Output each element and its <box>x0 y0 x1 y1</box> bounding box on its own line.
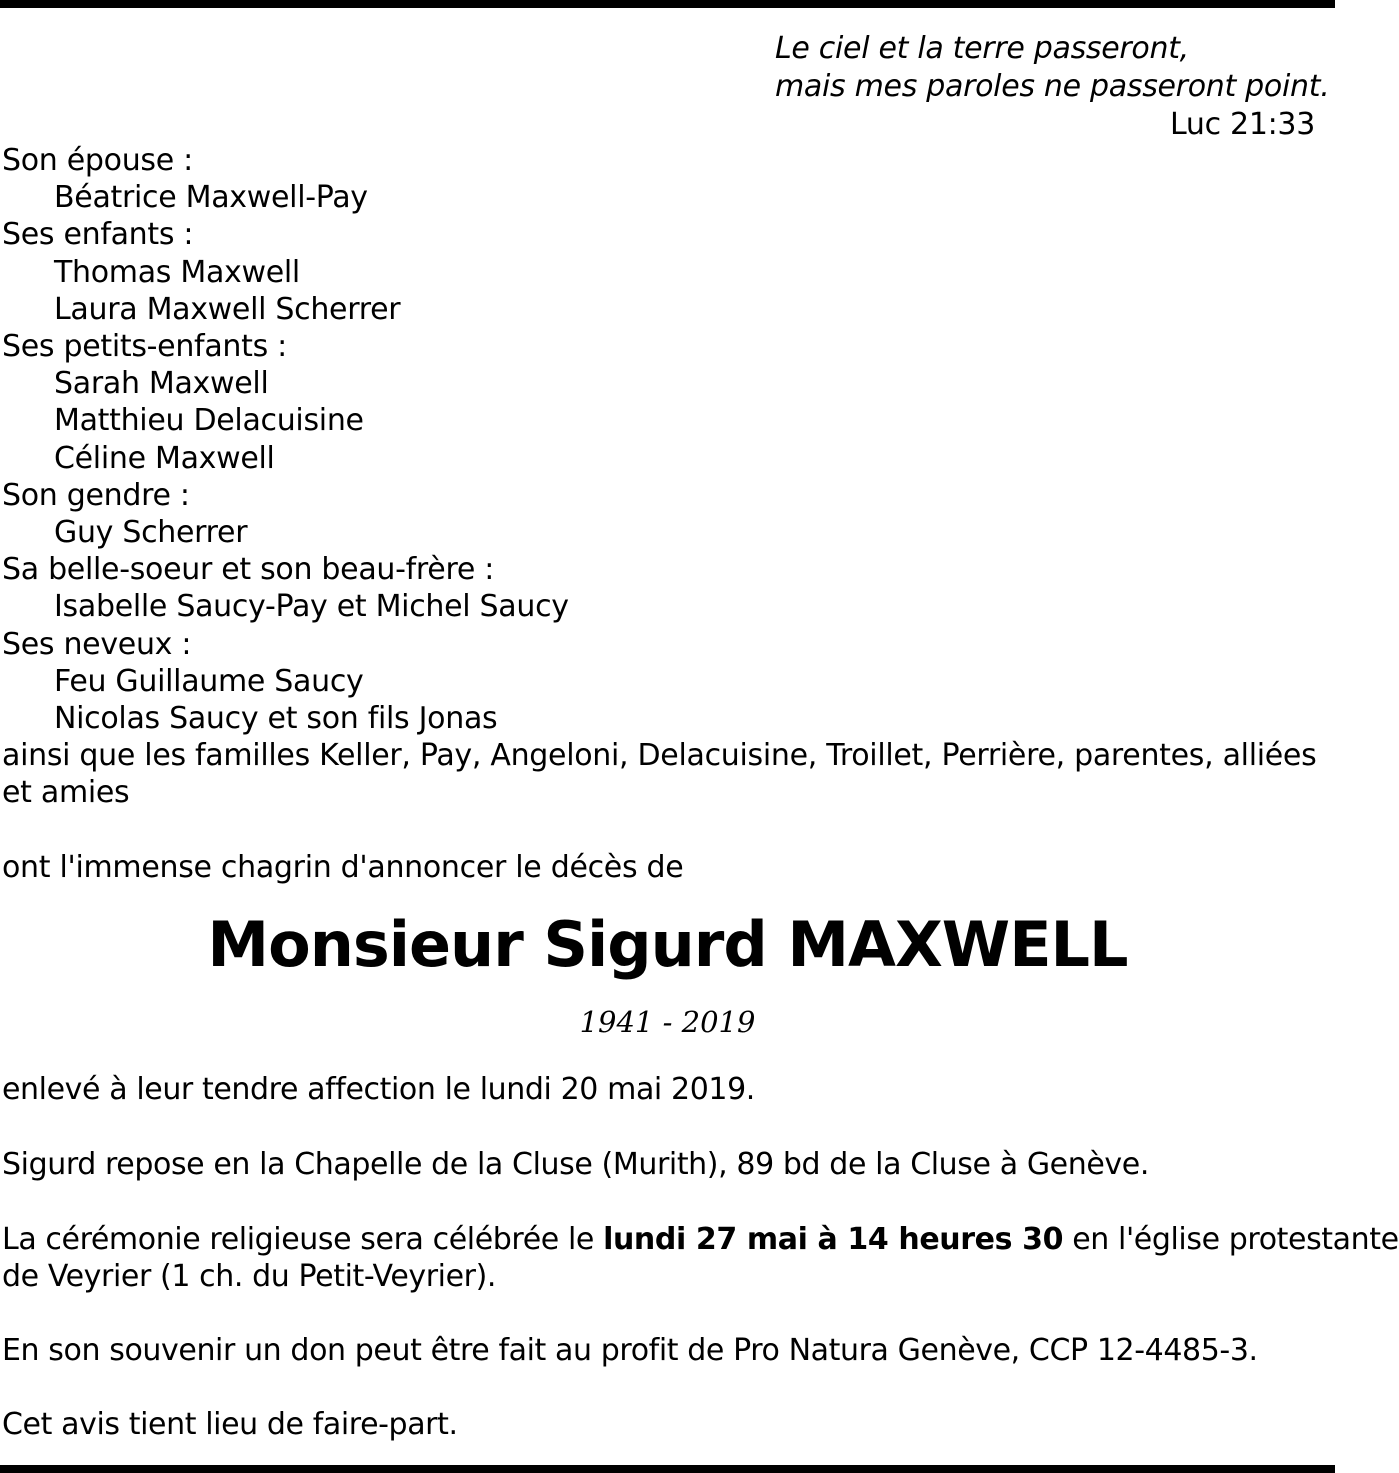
bottom-border-rule <box>0 1465 1335 1473</box>
family-member: Béatrice Maxwell-Pay <box>54 180 368 216</box>
notice-paragraph: Cet avis tient lieu de faire-part. <box>2 1407 458 1442</box>
announcement-text: ont l'immense chagrin d'annoncer le décès de <box>2 850 684 885</box>
family-member: Thomas Maxwell <box>54 254 300 290</box>
family-member: Matthieu Delacuisine <box>54 403 364 439</box>
group-label-spouse: Son épouse : <box>2 143 193 178</box>
group-label-nephews: Ses neveux : <box>2 626 192 662</box>
ceremony-text-after: en l'église protestante <box>1063 1222 1399 1257</box>
epigraph-line-2: mais mes paroles ne passeront point. <box>775 69 1330 104</box>
epigraph-reference: Luc 21:33 <box>1170 107 1315 142</box>
bible-epigraph <box>775 30 1330 144</box>
ceremony-line-1 <box>2 1221 1399 1258</box>
death-date-paragraph: enlevé à leur tendre affection le lundi 20 mai 2019. <box>2 1072 755 1107</box>
ceremony-datetime: lundi 27 mai à 14 heures 30 <box>603 1222 1064 1257</box>
family-member: Sarah Maxwell <box>54 366 269 402</box>
group-label-son-in-law: Son gendre : <box>2 477 190 513</box>
family-list <box>2 142 1322 812</box>
repose-paragraph: Sigurd repose en la Chapelle de la Cluse (Murith), 89 bd de la Cluse à Genève. <box>2 1147 1149 1182</box>
ceremony-paragraph <box>2 1221 1399 1295</box>
group-label-grandchildren: Ses petits-enfants : <box>2 329 287 365</box>
deceased-name: Monsieur Sigurd MAXWELL <box>207 908 1128 981</box>
epigraph-line-1: Le ciel et la terre passeront, <box>775 31 1189 66</box>
family-member: Feu Guillaume Saucy <box>54 663 364 699</box>
family-member: Isabelle Saucy-Pay et Michel Saucy <box>54 589 569 625</box>
donation-paragraph: En son souvenir un don peut être fait au profit de Pro Natura Genève, CCP 12-4485-3. <box>2 1333 1258 1368</box>
deceased-years: 1941 - 2019 <box>579 1005 756 1039</box>
top-border-rule <box>0 0 1335 8</box>
group-label-children: Ses enfants : <box>2 217 194 253</box>
family-member: Céline Maxwell <box>54 440 275 476</box>
other-families-text: ainsi que les familles Keller, Pay, Angeloni, Delacuisine, Troillet, Perrière, parentes, alliées et amies <box>2 738 1317 811</box>
family-member: Nicolas Saucy et son fils Jonas <box>54 701 498 737</box>
ceremony-text-before: La cérémonie religieuse sera célébrée le <box>2 1222 604 1257</box>
ceremony-line-2: de Veyrier (1 ch. du Petit-Veyrier). <box>2 1259 497 1294</box>
group-label-in-laws: Sa belle-soeur et son beau-frère : <box>2 552 495 588</box>
family-member: Laura Maxwell Scherrer <box>54 291 401 327</box>
family-member: Guy Scherrer <box>54 515 248 551</box>
